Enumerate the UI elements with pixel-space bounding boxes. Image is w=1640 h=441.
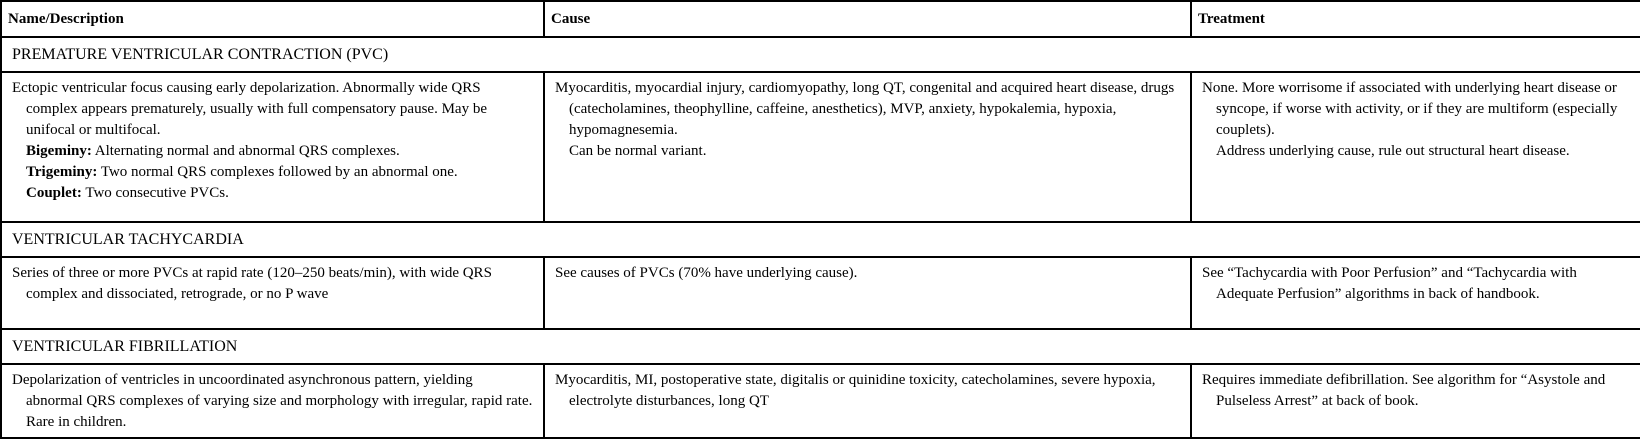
term-label: Couplet:	[26, 185, 82, 201]
section-row-vt	[1, 222, 1640, 257]
header-name-description: Name/Description	[1, 1, 544, 37]
cause-text: Myocarditis, MI, postoperative state, digitalis or quinidine toxicity, catecholamines, severe hypoxia, electrolyte disturbances, long QT	[555, 372, 1156, 409]
treatment-extra-text: Address underlying cause, rule out structural heart disease.	[1216, 143, 1570, 159]
section-title: VENTRICULAR FIBRILLATION	[1, 329, 1640, 364]
table-row	[1, 364, 1640, 438]
term-text: Two consecutive PVCs.	[81, 185, 229, 201]
cause-cell	[544, 72, 1191, 222]
table-row	[1, 72, 1640, 222]
treatment-text: See “Tachycardia with Poor Perfusion” and “Tachycardia with Adequate Perfusion” algorithms in back of handbook.	[1202, 265, 1577, 302]
header-row	[1, 1, 1640, 37]
treatment-cell	[1191, 72, 1640, 222]
term-text: Alternating normal and abnormal QRS complexes.	[91, 143, 400, 159]
treatment-cell	[1191, 257, 1640, 329]
term-label: Trigeminy:	[26, 164, 98, 180]
term-label: Bigeminy:	[26, 143, 92, 159]
term-item	[12, 162, 533, 183]
cause-cell	[544, 257, 1191, 329]
section-row-vf	[1, 329, 1640, 364]
description-text: Ectopic ventricular focus causing early depolarization. Abnormally wide QRS complex appears prematurely, usually with full compensatory pause. May be unifocal or multifocal.	[12, 80, 487, 138]
term-item	[12, 141, 533, 162]
table-row	[1, 257, 1640, 329]
treatment-cell	[1191, 364, 1640, 438]
cause-text: Myocarditis, myocardial injury, cardiomyopathy, long QT, congenital and acquired heart disease, drugs (catecholamines, theophylline, caffeine, anesthetics), MVP, anxiety, hypokalemia, hypoxia, hypomagnesemia.	[555, 80, 1175, 138]
cause-cell	[544, 364, 1191, 438]
treatment-text: None. More worrisome if associated with underlying heart disease or syncope, if worse with activity, or if they are multiform (especially couplets).	[1202, 80, 1618, 138]
treatment-text: Requires immediate defibrillation. See algorithm for “Asystole and Pulseless Arrest” at back of book.	[1202, 372, 1606, 409]
cause-text: See causes of PVCs (70% have underlying cause).	[555, 265, 858, 281]
header-treatment: Treatment	[1191, 1, 1640, 37]
description-cell	[1, 257, 544, 329]
section-title: PREMATURE VENTRICULAR CONTRACTION (PVC)	[1, 37, 1640, 72]
description-text: Depolarization of ventricles in uncoordinated asynchronous pattern, yielding abnormal QRS complexes of varying size and morphology with irregular, rapid rate. Rare in children.	[12, 372, 533, 430]
term-text: Two normal QRS complexes followed by an abnormal one.	[97, 164, 458, 180]
description-cell	[1, 364, 544, 438]
header-cause: Cause	[544, 1, 1191, 37]
section-title: VENTRICULAR TACHYCARDIA	[1, 222, 1640, 257]
description-text: Series of three or more PVCs at rapid rate (120–250 beats/min), with wide QRS complex and dissociated, retrograde, or no P wave	[12, 265, 492, 302]
section-row-pvc	[1, 37, 1640, 72]
description-cell	[1, 72, 544, 222]
cause-extra-text: Can be normal variant.	[569, 143, 707, 159]
term-item	[12, 183, 533, 204]
